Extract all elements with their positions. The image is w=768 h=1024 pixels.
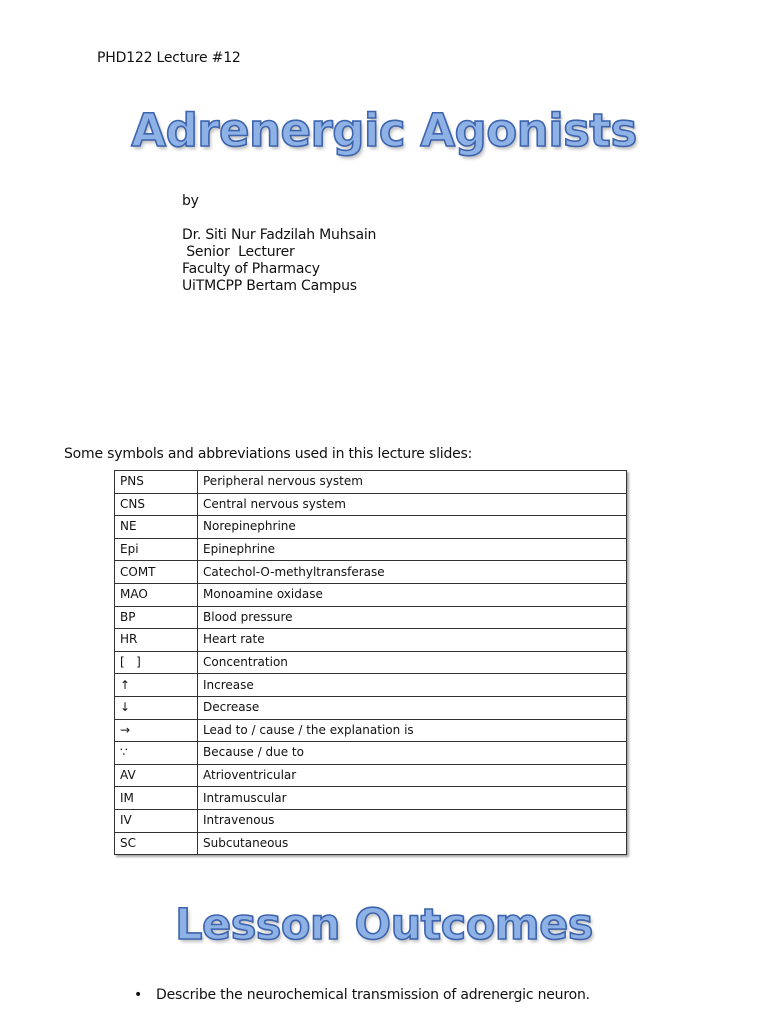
table-row bbox=[115, 629, 627, 652]
symbol-cell: ∵ bbox=[115, 742, 198, 765]
lecture-id: PHD122 Lecture #12 bbox=[97, 50, 241, 66]
section-heading: Lesson Outcomes bbox=[175, 900, 593, 950]
meaning-cell: Because / due to bbox=[198, 742, 627, 765]
symbol-cell: [ ] bbox=[115, 651, 198, 674]
table-row bbox=[115, 696, 627, 719]
meaning-cell: Central nervous system bbox=[198, 493, 627, 516]
meaning-cell: Concentration bbox=[198, 651, 627, 674]
symbol-cell: → bbox=[115, 719, 198, 742]
page-title: Adrenergic Agonists bbox=[131, 104, 637, 157]
author-faculty: Faculty of Pharmacy bbox=[182, 261, 320, 277]
meaning-cell: Peripheral nervous system bbox=[198, 471, 627, 494]
table-row bbox=[115, 493, 627, 516]
table-row bbox=[115, 606, 627, 629]
symbol-cell: MAO bbox=[115, 583, 198, 606]
meaning-cell: Monoamine oxidase bbox=[198, 583, 627, 606]
symbol-cell: IM bbox=[115, 787, 198, 810]
author-by: by bbox=[182, 193, 199, 209]
author-block bbox=[182, 193, 376, 295]
author-position: Senior Lecturer bbox=[182, 244, 295, 260]
meaning-cell: Subcutaneous bbox=[198, 832, 627, 855]
symbol-cell: SC bbox=[115, 832, 198, 855]
symbol-cell: NE bbox=[115, 516, 198, 539]
bullet-icon: • bbox=[134, 987, 143, 1003]
spacer bbox=[182, 210, 376, 227]
meaning-cell: Heart rate bbox=[198, 629, 627, 652]
table-row bbox=[115, 832, 627, 855]
meaning-cell: Epinephrine bbox=[198, 538, 627, 561]
symbol-cell: Epi bbox=[115, 538, 198, 561]
table-row bbox=[115, 538, 627, 561]
table-row bbox=[115, 809, 627, 832]
table-row bbox=[115, 583, 627, 606]
table-row bbox=[115, 674, 627, 697]
table-row bbox=[115, 764, 627, 787]
table-row bbox=[115, 651, 627, 674]
symbol-cell: COMT bbox=[115, 561, 198, 584]
table-row bbox=[115, 561, 627, 584]
abbreviations-intro: Some symbols and abbreviations used in this lecture slides: bbox=[64, 446, 473, 462]
table-row bbox=[115, 719, 627, 742]
meaning-cell: Norepinephrine bbox=[198, 516, 627, 539]
symbol-cell: BP bbox=[115, 606, 198, 629]
author-name: Dr. Siti Nur Fadzilah Muhsain bbox=[182, 227, 377, 243]
meaning-cell: Lead to / cause / the explanation is bbox=[198, 719, 627, 742]
table-row bbox=[115, 516, 627, 539]
meaning-cell: Blood pressure bbox=[198, 606, 627, 629]
symbol-cell: AV bbox=[115, 764, 198, 787]
table-row bbox=[115, 787, 627, 810]
author-campus: UiTMCPP Bertam Campus bbox=[182, 278, 357, 294]
meaning-cell: Intramuscular bbox=[198, 787, 627, 810]
meaning-cell: Intravenous bbox=[198, 809, 627, 832]
table-row bbox=[115, 471, 627, 494]
symbol-cell: IV bbox=[115, 809, 198, 832]
meaning-cell: Increase bbox=[198, 674, 627, 697]
table-row bbox=[115, 742, 627, 765]
symbol-cell: HR bbox=[115, 629, 198, 652]
meaning-cell: Atrioventricular bbox=[198, 764, 627, 787]
symbol-cell: PNS bbox=[115, 471, 198, 494]
outcome-text: Describe the neurochemical transmission of adrenergic neuron. bbox=[156, 987, 590, 1003]
symbol-cell: ↑ bbox=[115, 674, 198, 697]
outcome-item bbox=[134, 987, 590, 1003]
symbol-cell: CNS bbox=[115, 493, 198, 516]
abbreviations-table bbox=[114, 470, 627, 855]
meaning-cell: Decrease bbox=[198, 696, 627, 719]
symbol-cell: ↓ bbox=[115, 696, 198, 719]
meaning-cell: Catechol-O-methyltransferase bbox=[198, 561, 627, 584]
